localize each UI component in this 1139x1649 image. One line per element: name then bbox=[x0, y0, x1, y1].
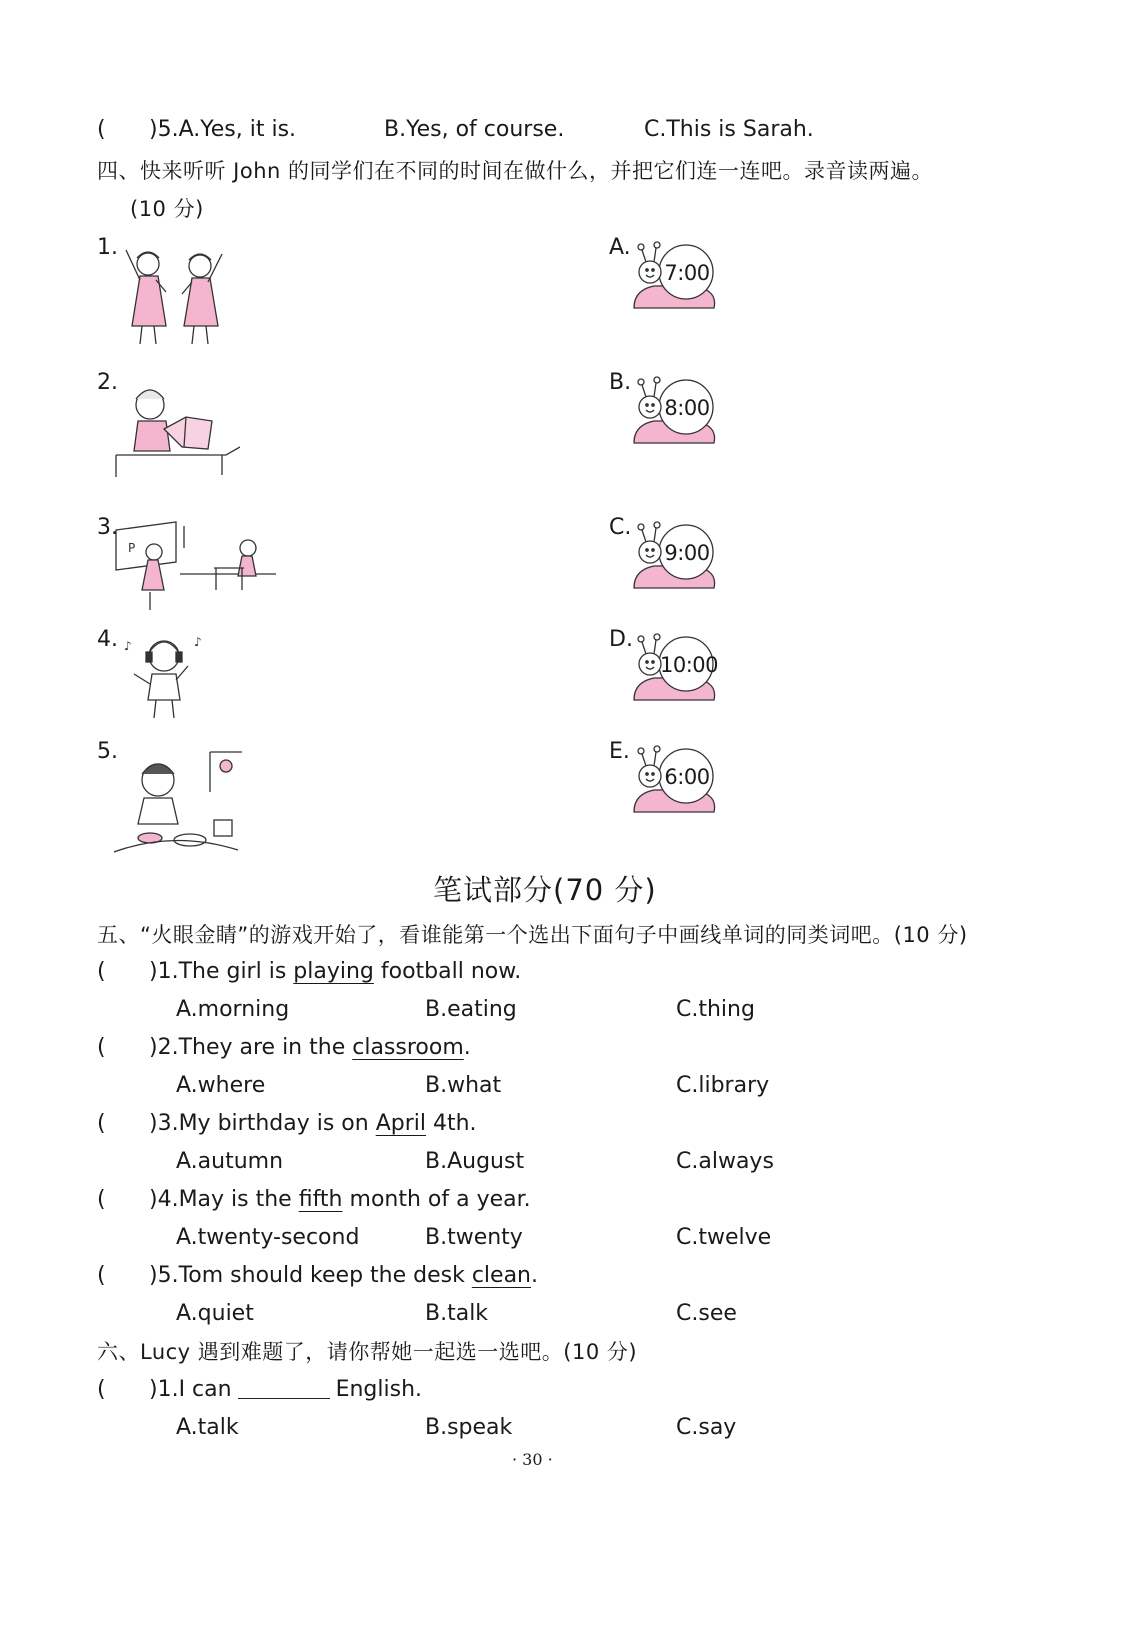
question-stem bbox=[149, 1262, 538, 1290]
snail-clock[interactable] bbox=[628, 742, 724, 822]
answer-paren[interactable]: ( bbox=[97, 1263, 106, 1288]
section-4-title: 四、快来听听 John 的同学们在不同的时间在做什么，并把它们连一连吧。录音读两遍。 bbox=[97, 159, 934, 183]
clock-time: 10:00 bbox=[660, 653, 719, 677]
stem-text: English. bbox=[335, 1377, 423, 1402]
stem-text: . bbox=[463, 1035, 471, 1060]
option-c[interactable]: C.always bbox=[676, 1149, 774, 1174]
option-b[interactable]: B.what bbox=[425, 1073, 502, 1098]
option-c[interactable]: C.library bbox=[676, 1073, 770, 1098]
option-a[interactable]: A.twenty-second bbox=[176, 1225, 360, 1250]
option-c[interactable]: C.see bbox=[676, 1301, 737, 1326]
option-a[interactable]: A.where bbox=[176, 1073, 266, 1098]
fill-in-blank[interactable] bbox=[238, 1378, 330, 1399]
boy-reading-at-desk-icon[interactable] bbox=[110, 371, 240, 490]
stem-text: . bbox=[531, 1263, 538, 1288]
snail-clock[interactable] bbox=[628, 373, 724, 453]
option-b[interactable]: B.eating bbox=[425, 997, 517, 1022]
svg-text:♪: ♪ bbox=[194, 635, 202, 649]
section-6-title: 六、Lucy 遇到难题了，请你帮她一起选一选吧。(10 分) bbox=[97, 1340, 638, 1364]
question-stem bbox=[149, 1376, 422, 1404]
stem-text: )1.The girl is bbox=[149, 959, 294, 984]
answer-paren[interactable]: ( bbox=[97, 117, 106, 142]
picture-label: 2. bbox=[97, 370, 118, 395]
option-b[interactable]: B.twenty bbox=[425, 1225, 523, 1250]
picture-label: 4. bbox=[97, 627, 118, 652]
stem-text: )5.Tom should keep the desk bbox=[149, 1263, 472, 1288]
stem-text: )4.May is the bbox=[149, 1187, 299, 1212]
underlined-word: clean bbox=[471, 1263, 531, 1288]
question-stem bbox=[149, 1110, 477, 1138]
option-b[interactable]: B.speak bbox=[425, 1415, 513, 1440]
girl-at-blackboard-and-girl-at-desk-icon[interactable] bbox=[110, 516, 280, 620]
option-b[interactable]: B.talk bbox=[425, 1301, 489, 1326]
answer-paren[interactable]: ( bbox=[97, 1377, 106, 1402]
option-c[interactable]: C.thing bbox=[676, 997, 755, 1022]
question-stem: )5.A.Yes, it is. bbox=[149, 117, 297, 142]
answer-paren[interactable]: ( bbox=[97, 959, 106, 984]
clock-time: 9:00 bbox=[664, 541, 710, 565]
written-part-title: 笔试部分(70 分) bbox=[433, 873, 657, 907]
clock-time: 7:00 bbox=[664, 261, 710, 285]
stem-text: )2.They are in the bbox=[149, 1035, 353, 1060]
clock-time: 8:00 bbox=[664, 396, 710, 420]
section-4-score: (10 分) bbox=[130, 197, 204, 221]
picture-label: 3. bbox=[97, 515, 118, 540]
option-c[interactable]: C.say bbox=[676, 1415, 737, 1440]
picture-label: 5. bbox=[97, 739, 118, 764]
option-a[interactable]: A.morning bbox=[176, 997, 290, 1022]
answer-paren[interactable]: ( bbox=[97, 1035, 106, 1060]
stem-text: 4th. bbox=[425, 1111, 477, 1136]
option-b: B.Yes, of course. bbox=[384, 117, 565, 142]
underlined-word: fifth bbox=[298, 1187, 343, 1212]
answer-paren[interactable]: ( bbox=[97, 1111, 106, 1136]
page-number: · 30 · bbox=[512, 1450, 553, 1469]
boy-eating-breakfast-icon[interactable] bbox=[110, 740, 250, 869]
option-b[interactable]: B.August bbox=[425, 1149, 525, 1174]
clock-label: C. bbox=[609, 515, 632, 540]
answer-paren[interactable]: ( bbox=[97, 1187, 106, 1212]
clock-label: A. bbox=[609, 235, 631, 260]
stem-text: )1.I can bbox=[149, 1377, 232, 1402]
question-stem bbox=[149, 1034, 471, 1062]
clock-label: E. bbox=[609, 739, 630, 764]
stem-text: football now. bbox=[373, 959, 522, 984]
question-stem bbox=[149, 1186, 531, 1214]
option-c: C.This is Sarah. bbox=[644, 117, 814, 142]
svg-text:♪: ♪ bbox=[124, 639, 132, 653]
boy-listening-to-music-icon[interactable] bbox=[110, 628, 220, 727]
clock-label: D. bbox=[609, 627, 633, 652]
picture-label: 1. bbox=[97, 235, 118, 260]
svg-text:P: P bbox=[128, 541, 136, 555]
underlined-word: classroom bbox=[352, 1035, 464, 1060]
snail-clock[interactable] bbox=[628, 238, 724, 318]
snail-clock[interactable] bbox=[628, 518, 724, 598]
option-a[interactable]: A.talk bbox=[176, 1415, 239, 1440]
underlined-word: playing bbox=[293, 959, 374, 984]
option-c[interactable]: C.twelve bbox=[676, 1225, 772, 1250]
option-a[interactable]: A.quiet bbox=[176, 1301, 254, 1326]
girls-doing-morning-exercises-icon[interactable] bbox=[110, 236, 240, 355]
section-5-title: 五、“火眼金睛”的游戏开始了，看谁能第一个选出下面句子中画线单词的同类词吧。(10 分) bbox=[97, 923, 968, 947]
underlined-word: April bbox=[375, 1111, 426, 1136]
snail-clock[interactable] bbox=[628, 630, 724, 710]
question-stem bbox=[149, 958, 521, 986]
stem-text: )3.My birthday is on bbox=[149, 1111, 376, 1136]
stem-text: month of a year. bbox=[342, 1187, 531, 1212]
clock-time: 6:00 bbox=[664, 765, 710, 789]
option-a[interactable]: A.autumn bbox=[176, 1149, 284, 1174]
clock-label: B. bbox=[609, 370, 632, 395]
